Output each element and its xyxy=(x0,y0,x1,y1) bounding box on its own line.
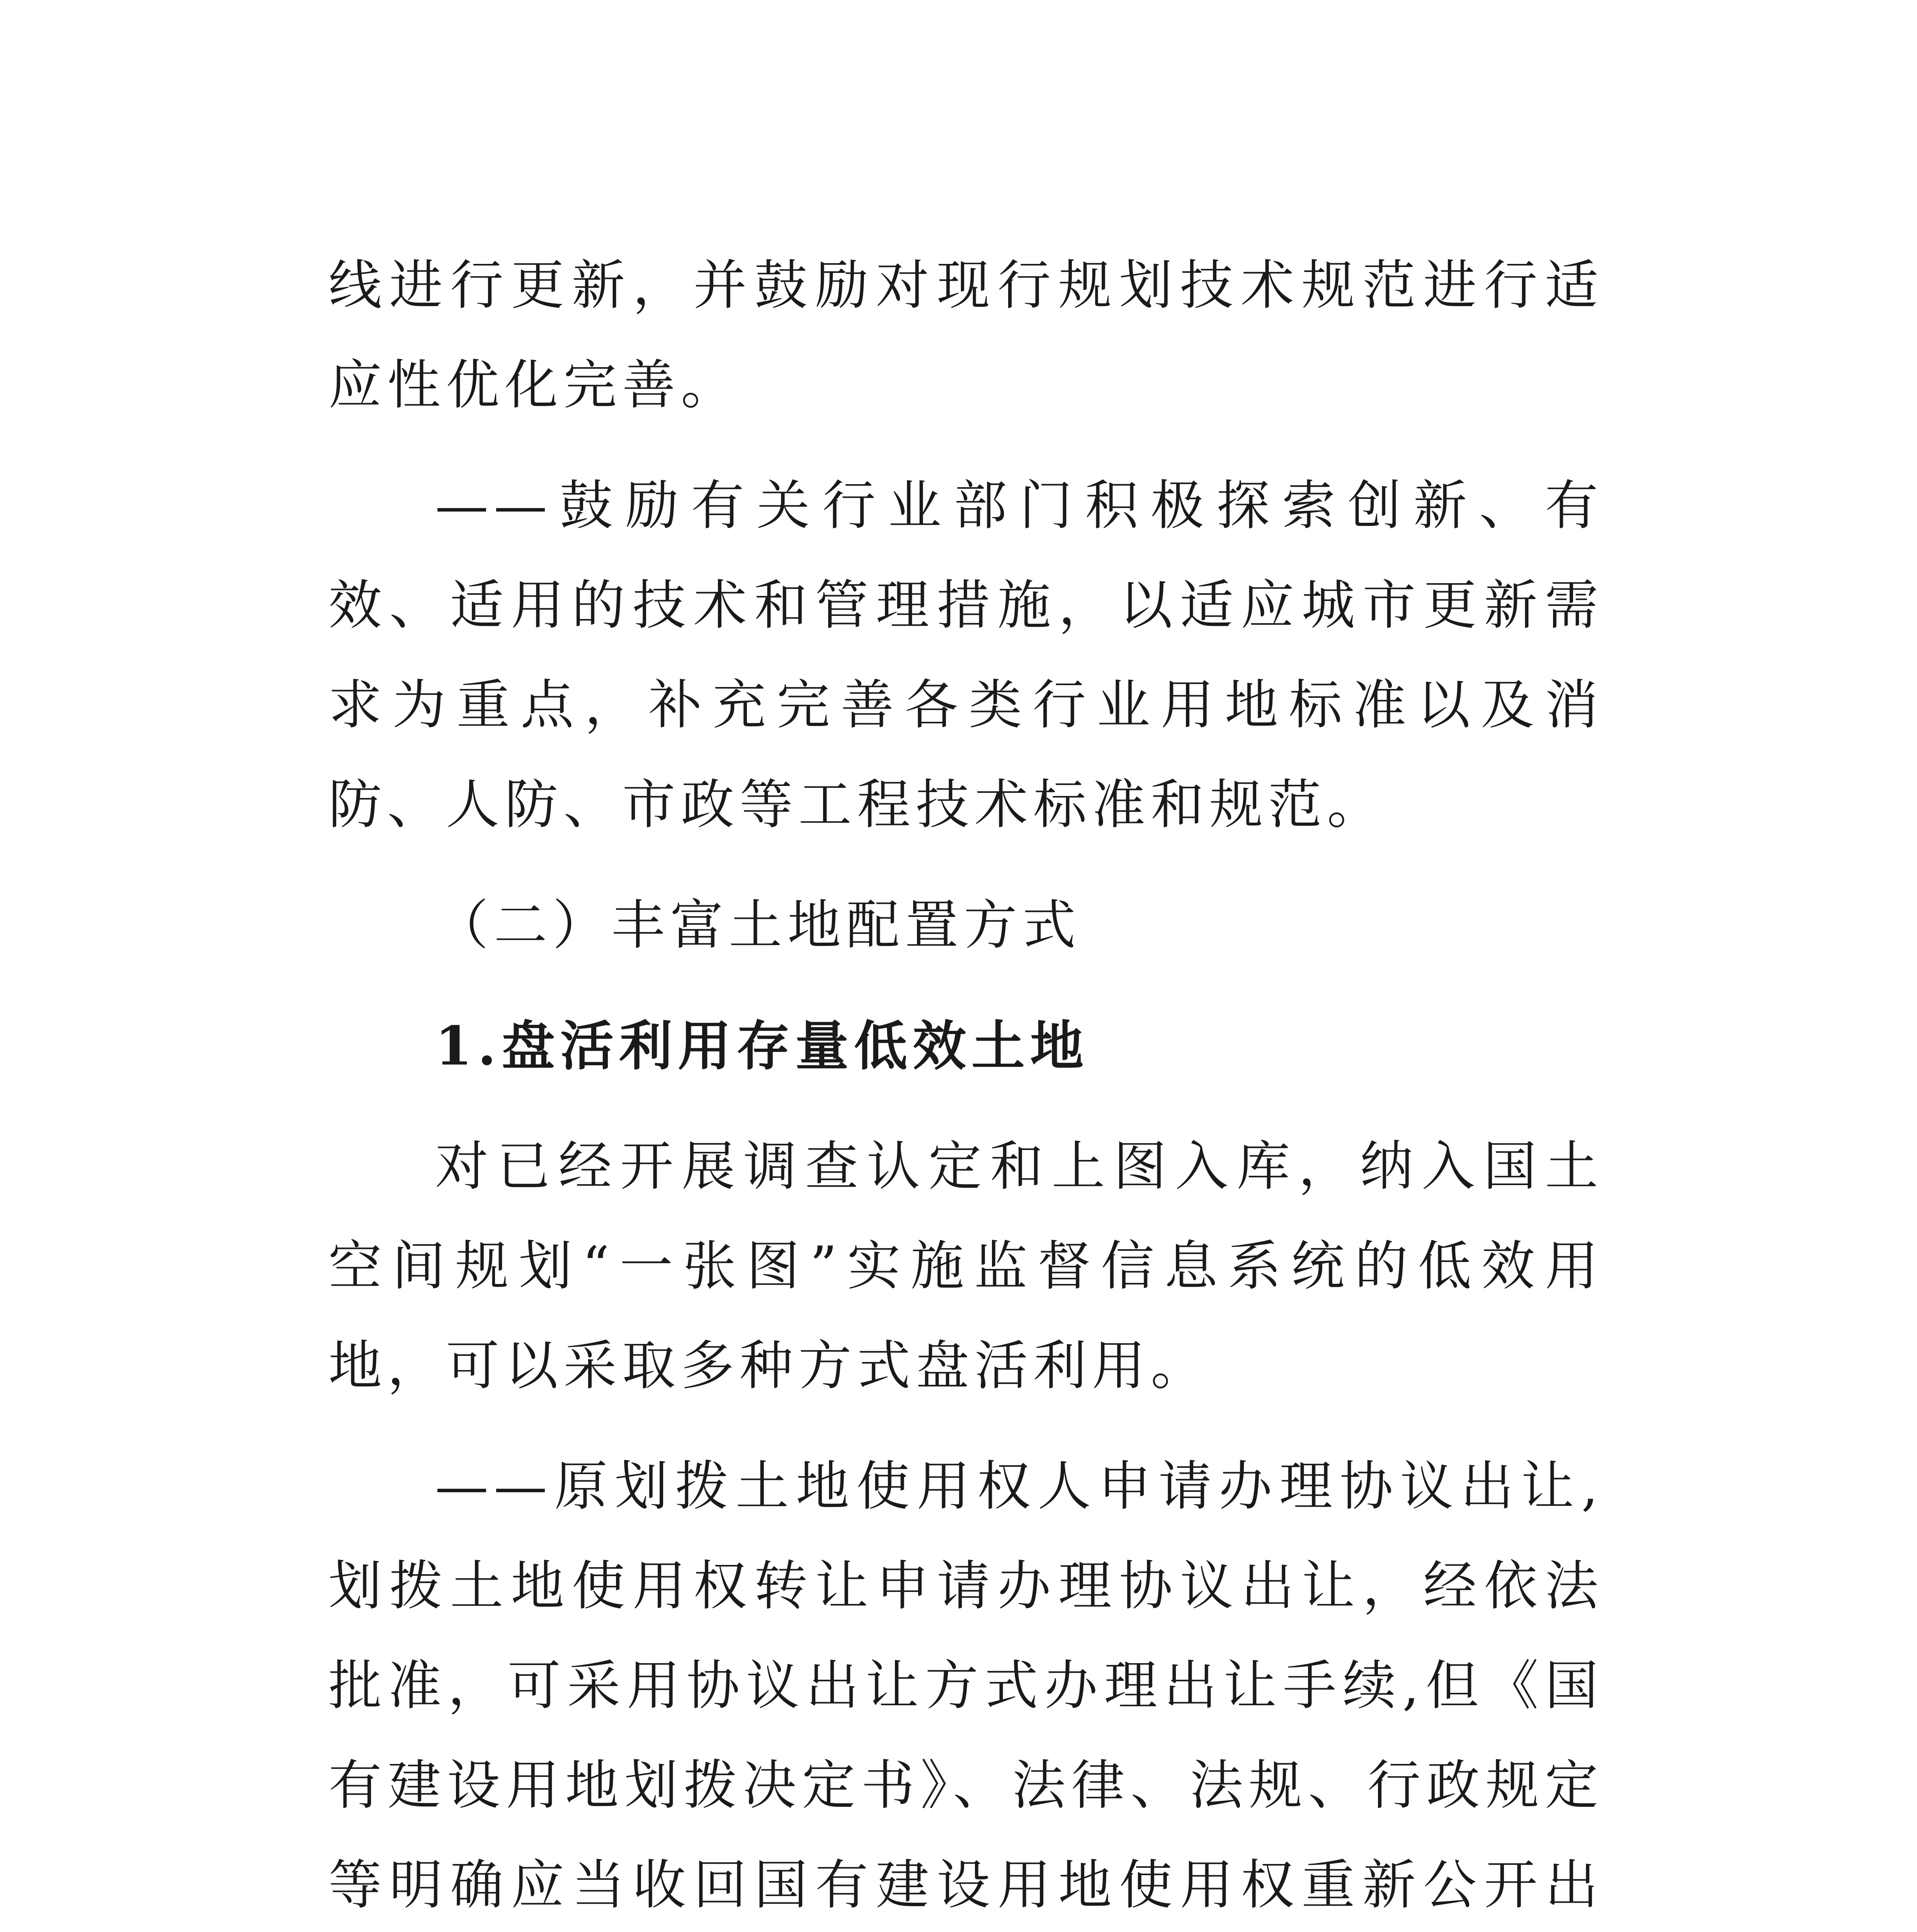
paragraph-low-efficiency-land: 对已经开展调查认定和上图入库，纳入国土空间规划“一张图”实施监督信息系统的低效用地，可以采取多种方式盘活利用。 xyxy=(328,1135,1604,1397)
subsection-heading: 1.盘活利用存量低效土地 xyxy=(435,1014,1089,1077)
paragraph-industry-standards: ——鼓励有关行业部门积极探索创新、有效、适用的技术和管理措施，以适应城市更新需求为重点，补充完善各类行业用地标准以及消防、人防、市政等工程技术标准和规范。 xyxy=(328,474,1604,836)
paragraph-allocated-land-transfer: ——原划拨土地使用权人申请办理协议出让,划拨土地使用权转让申请办理协议出让，经依法批准，可采用协议出让方式办理出让手续,但《国有建设用地划拨决定书》、法律、法规、行政规定等明确应当收回国有建设用地使用权重新公开出 xyxy=(328,1455,1604,1916)
section-heading: （二）丰富土地配置方式 xyxy=(435,894,1082,956)
page-body xyxy=(328,236,1604,1932)
paragraph-continuation: 线进行更新，并鼓励对现行规划技术规范进行适应性优化完善。 xyxy=(328,254,1604,416)
